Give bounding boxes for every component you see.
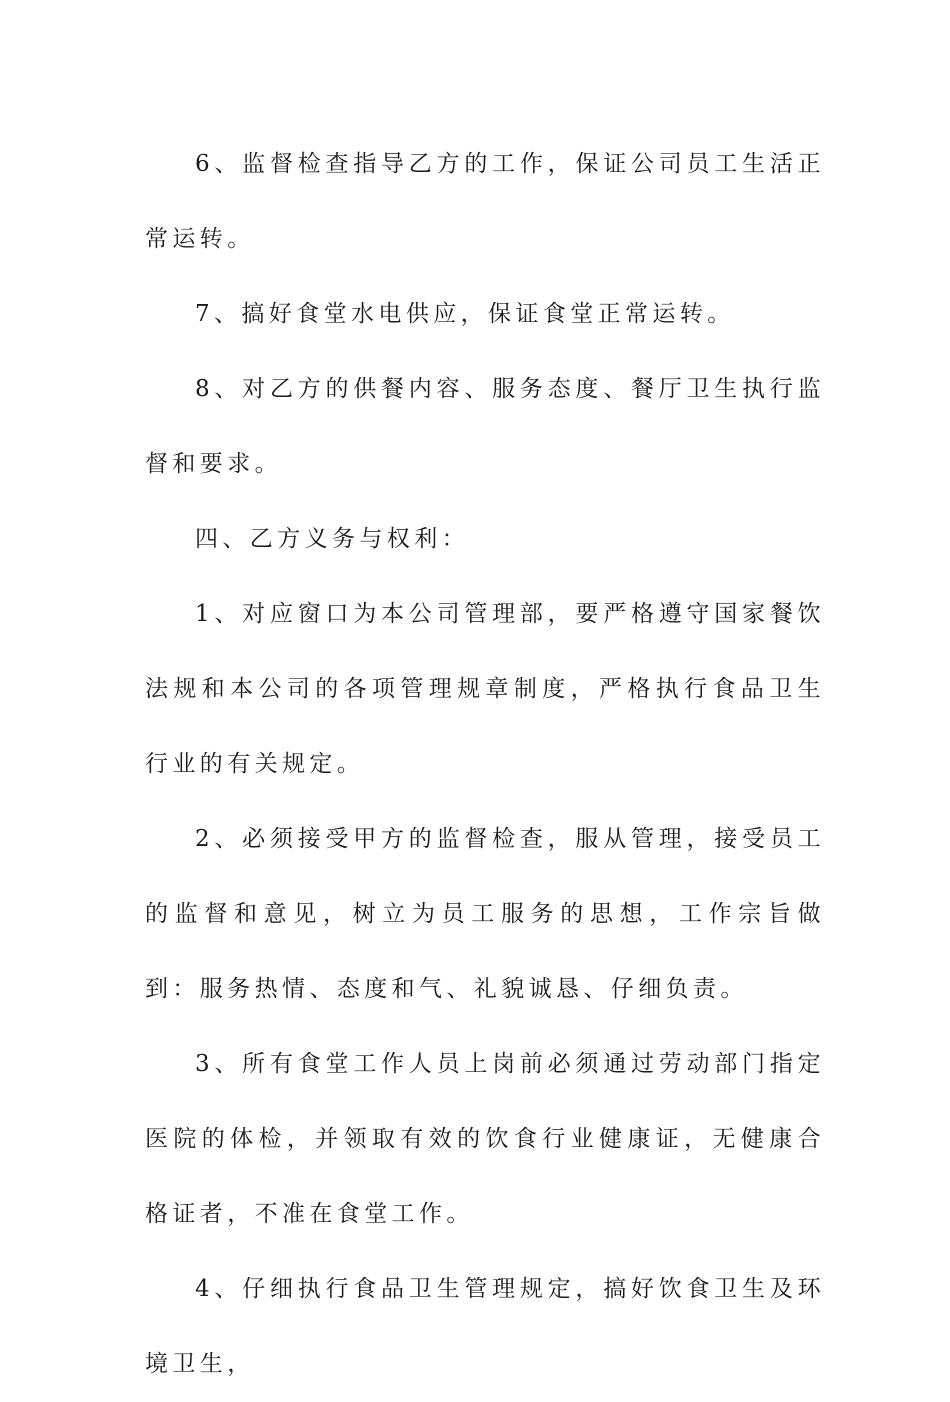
paragraph-6-supervise: 6、监督检查指导乙方的工作，保证公司员工生活正常运转。 xyxy=(145,151,825,252)
paragraph-7-utilities: 7、搞好食堂水电供应，保证食堂正常运转。 xyxy=(195,301,735,327)
paragraph-3-health-check: 3、所有食堂工作人员上岗前必须通过劳动部门指定医院的体检，并领取有效的饮食行业健康证，无健康合格证者，不准在食堂工作。 xyxy=(145,1051,825,1227)
section-heading-party-b: 四、乙方义务与权利： xyxy=(195,526,469,552)
paragraph-1-regulations: 1、对应窗口为本公司管理部，要严格遵守国家餐饮法规和本公司的各项管理规章制度，严格执行食品卫生行业的有关规定。 xyxy=(145,601,825,777)
paragraph-2-accept-supervision: 2、必须接受甲方的监督检查，服从管理，接受员工的监督和意见，树立为员工服务的思想，工作宗旨做到：服务热情、态度和气、礼貌诚恳、仔细负责。 xyxy=(145,826,825,1002)
paragraph-8-catering-oversight: 8、对乙方的供餐内容、服务态度、餐厅卫生执行监督和要求。 xyxy=(145,376,825,477)
paragraph-4-hygiene: 4、仔细执行食品卫生管理规定，搞好饮食卫生及环境卫生， xyxy=(145,1276,825,1377)
document-body xyxy=(145,127,825,1402)
